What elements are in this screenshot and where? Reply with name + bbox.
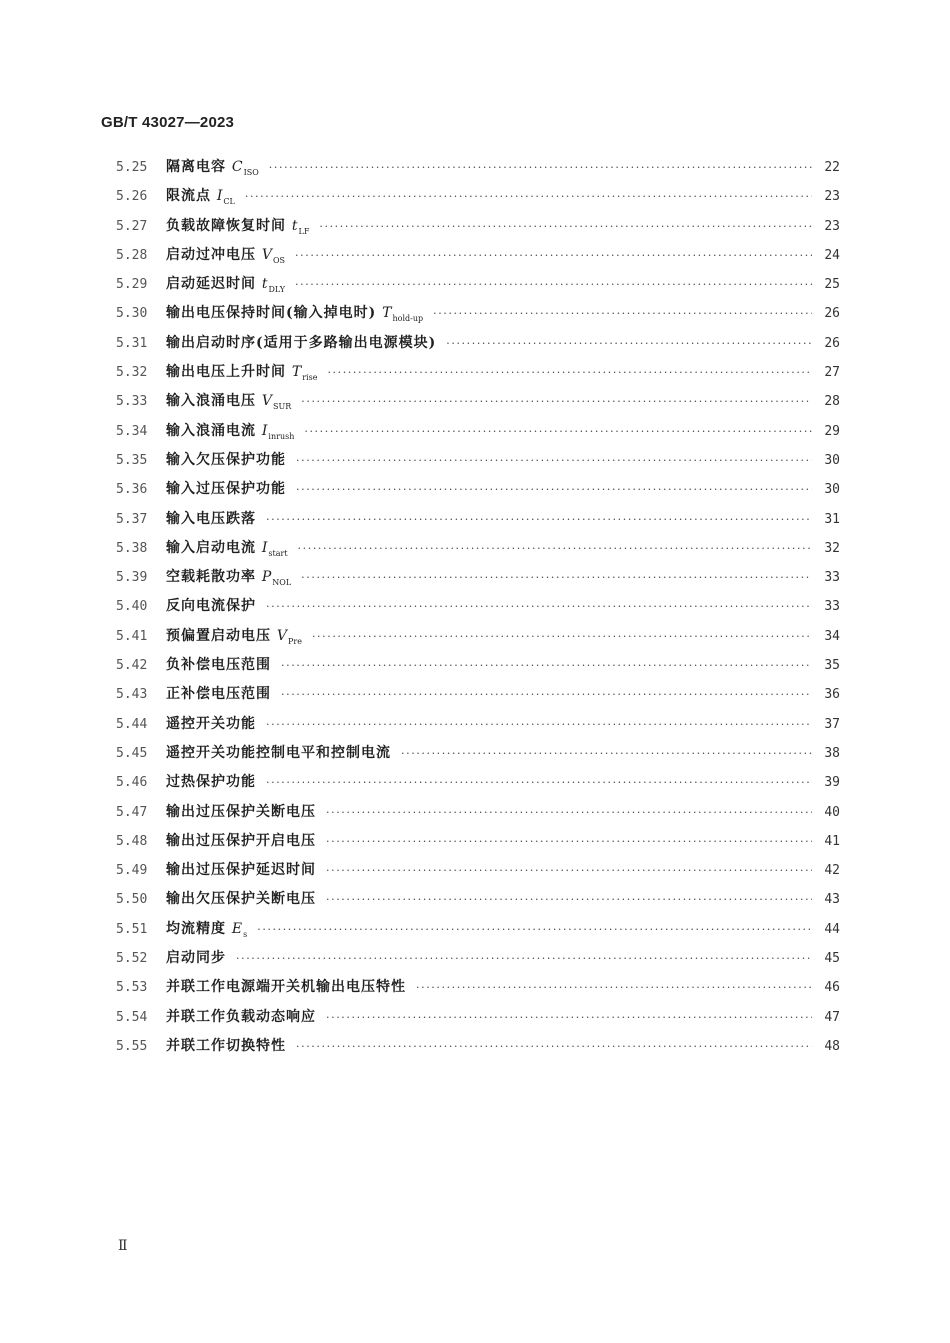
toc-entry[interactable] [116,592,840,621]
toc-dot-leader [281,651,812,680]
toc-entry-page: 47 [824,1009,840,1025]
toc-entry-number: 5.44 [116,716,148,732]
toc-entry-title [166,651,271,680]
toc-dot-leader [245,182,812,211]
toc-entry-number: 5.38 [116,540,148,556]
toc-dot-leader [266,710,812,739]
toc-entry-symbol-subscript: hold-up [392,314,424,324]
toc-dot-leader [295,241,812,270]
toc-entry-symbol: t [261,276,269,293]
toc-entry-title-text: 输出启动时序(适用于多路输出电源模块) [166,334,437,351]
toc-entry-symbol: P [261,569,273,586]
toc-entry-title-text: 预偏置启动电压 [166,627,271,644]
toc-dot-leader [326,856,812,885]
toc-entry-symbol-subscript: SUR [273,402,292,412]
toc-entry-number: 5.34 [116,423,148,439]
toc-entry-symbol: t [291,217,299,234]
toc-entry-number: 5.35 [116,452,148,468]
toc-entry-title-text: 遥控开关功能控制电平和控制电流 [166,744,391,761]
toc-entry-title-text: 负补偿电压范围 [166,657,271,674]
toc-entry-page: 26 [824,306,840,322]
toc-dot-leader [281,680,812,709]
toc-entry[interactable] [116,329,840,358]
toc-entry[interactable] [116,475,840,504]
toc-entry[interactable] [116,153,840,182]
toc-dot-leader [296,446,812,475]
toc-entry-title [166,710,256,739]
page-number: Ⅱ [118,1239,128,1254]
toc-entry-page: 29 [824,423,840,439]
toc-dot-leader [296,475,812,504]
toc-entry-title-text: 输出欠压保护关断电压 [166,891,316,908]
toc-dot-leader [301,563,812,592]
toc-entry-title-text: 遥控开关功能 [166,715,256,732]
toc-entry-page: 22 [824,160,840,175]
toc-entry-title-text: 启动延迟时间 [166,276,256,293]
toc-entry-page: 34 [824,628,840,644]
toc-dot-leader [266,768,812,797]
toc-entry[interactable] [116,387,840,416]
toc-entry-number: 5.47 [116,804,148,820]
toc-dot-leader [326,798,812,827]
toc-entry-page: 33 [824,599,840,615]
toc-dot-leader [266,505,812,534]
toc-entry[interactable] [116,563,840,592]
toc-entry-symbol-subscript: Pre [288,636,302,646]
toc-entry-number: 5.50 [116,892,148,908]
toc-entry-number: 5.46 [116,775,148,791]
toc-dot-leader [269,153,812,182]
toc-entry[interactable] [116,944,840,973]
toc-entry-title-text: 输入过压保护功能 [166,481,286,498]
toc-entry-page: 42 [824,863,840,879]
toc-entry[interactable] [116,768,840,797]
toc-entry-title [166,329,436,358]
toc-entry-title [166,1003,316,1032]
toc-entry-title-text: 均流精度 [166,920,226,937]
toc-entry-number: 5.55 [116,1038,148,1054]
toc-entry-title-text: 过热保护功能 [166,774,256,791]
toc-entry-title-text: 输入浪涌电流 [166,422,256,439]
toc-entry-number: 5.32 [116,365,148,381]
toc-entry-page: 25 [824,277,840,293]
toc-entry[interactable] [116,212,840,241]
toc-entry-title [166,1032,286,1061]
toc-entry-page: 26 [824,335,840,351]
toc-entry-page: 36 [824,687,840,703]
toc-entry-title-text: 启动同步 [166,950,226,967]
toc-dot-leader [433,299,812,328]
toc-entry-symbol: T [291,364,303,381]
toc-entry-symbol-subscript: DLY [268,284,286,294]
toc-entry[interactable] [116,973,840,1002]
toc-entry-page: 39 [824,775,840,791]
toc-entry-number: 5.42 [116,658,148,674]
toc-entry-page: 45 [824,951,840,967]
toc-entry-symbol-subscript: ISO [243,167,259,177]
toc-entry[interactable] [116,1032,840,1061]
toc-entry[interactable] [116,739,840,768]
toc-entry-title-text: 负载故障恢复时间 [166,217,286,234]
toc-entry-title [166,680,271,709]
toc-entry-number: 5.27 [116,218,148,234]
toc-entry-number: 5.52 [116,951,148,967]
toc-entry-number: 5.29 [116,277,148,293]
toc-entry-title [166,592,256,621]
toc-entry-title [166,739,391,768]
toc-entry-title-text: 输入欠压保护功能 [166,451,286,468]
toc-dot-leader [296,1032,812,1061]
toc-entry-symbol: V [276,627,288,644]
toc-entry-title-text: 输出过压保护开启电压 [166,832,316,849]
toc-dot-leader [301,387,812,416]
toc-entry-number: 5.49 [116,863,148,879]
toc-entry[interactable] [116,417,840,446]
toc-entry-title-text: 隔离电容 [166,159,226,175]
toc-entry-page: 38 [824,745,840,761]
toc-entry-page: 23 [824,189,840,205]
toc-entry-number: 5.48 [116,833,148,849]
toc-entry-title-text: 并联工作电源端开关机输出电压特性 [166,979,406,996]
toc-entry-number: 5.41 [116,628,148,644]
toc-entry-title [166,798,316,827]
toc-entry-title [166,446,286,475]
toc-dot-leader [304,417,812,446]
toc-entry-title [166,973,406,1002]
toc-entry-title [166,885,316,914]
toc-entry-title-text: 空载耗散功率 [166,569,256,586]
toc-entry-title-text: 输入启动电流 [166,539,256,556]
toc-entry-symbol-subscript: NOL [272,577,292,587]
toc-entry[interactable] [116,622,840,651]
toc-dot-leader [326,1003,812,1032]
toc-entry-title-text: 输入电压跌落 [166,510,256,527]
toc-entry-number: 5.43 [116,687,148,703]
toc-entry[interactable] [116,710,840,739]
toc-entry-page: 44 [824,921,840,937]
toc-dot-leader [327,358,812,387]
toc-entry-page: 24 [824,247,840,263]
toc-dot-leader [319,212,812,241]
toc-entry-symbol: V [261,393,273,410]
toc-entry-symbol: I [261,422,269,439]
toc-entry-title [166,944,226,973]
toc-dot-leader [236,944,812,973]
toc-entry[interactable] [116,827,840,856]
toc-dot-leader [298,534,812,563]
toc-entry-title-text: 输入浪涌电压 [166,393,256,410]
toc-entry[interactable] [116,798,840,827]
toc-entry-title-text: 并联工作负载动态响应 [166,1008,316,1025]
toc-entry-symbol: C [231,159,244,175]
toc-dot-leader [401,739,812,768]
toc-entry-symbol-subscript: start [268,548,288,558]
toc-entry-title-text: 输出过压保护关断电压 [166,803,316,820]
toc-entry-title-text: 反向电流保护 [166,598,256,615]
toc-entry-page: 41 [824,833,840,849]
toc-entry-title [166,827,316,856]
toc-entry-title-text: 限流点 [166,188,211,205]
toc-entry[interactable] [116,1003,840,1032]
toc-entry[interactable] [116,680,840,709]
toc-entry-number: 5.53 [116,980,148,996]
toc-entry-page: 28 [824,394,840,410]
toc-entry[interactable] [116,915,840,944]
toc-entry-number: 5.25 [116,160,148,175]
toc-entry-symbol: I [216,188,224,205]
toc-dot-leader [266,592,812,621]
toc-entry-symbol: I [261,539,269,556]
toc-entry-page: 27 [824,365,840,381]
toc-entry-page: 35 [824,658,840,674]
toc-entry[interactable] [116,856,840,885]
toc-entry-title [166,856,316,885]
toc-entry-page: 48 [824,1038,840,1054]
toc-entry[interactable] [116,505,840,534]
toc-entry-number: 5.37 [116,511,148,527]
toc-entry-symbol-subscript: s [243,929,248,939]
table-of-contents [116,153,840,1061]
toc-entry[interactable] [116,534,840,563]
toc-entry[interactable] [116,358,840,387]
toc-entry-number: 5.28 [116,247,148,263]
toc-entry-title-text: 正补偿电压范围 [166,686,271,703]
toc-dot-leader [312,622,812,651]
toc-entry-number: 5.51 [116,921,148,937]
toc-entry-number: 5.30 [116,306,148,322]
toc-entry-symbol: E [231,920,244,937]
toc-entry-title-text: 输出电压保持时间(输入掉电时) [166,305,377,322]
toc-entry[interactable] [116,241,840,270]
toc-entry[interactable] [116,651,840,680]
toc-entry-number: 5.39 [116,570,148,586]
toc-entry-symbol: V [261,246,273,263]
toc-entry-page: 30 [824,482,840,498]
toc-entry-number: 5.40 [116,599,148,615]
toc-entry-number: 5.54 [116,1009,148,1025]
toc-entry-number: 5.26 [116,189,148,205]
toc-entry-page: 33 [824,570,840,586]
toc-entry-number: 5.45 [116,745,148,761]
toc-entry-title-text: 并联工作切换特性 [166,1037,286,1054]
toc-entry-page: 32 [824,540,840,556]
toc-entry-page: 40 [824,804,840,820]
toc-entry-number: 5.33 [116,394,148,410]
toc-entry-title-text: 启动过冲电压 [166,246,256,263]
toc-entry-page: 46 [824,980,840,996]
toc-entry-number: 5.36 [116,482,148,498]
toc-entry-page: 23 [824,218,840,234]
toc-entry[interactable] [116,182,840,211]
toc-entry-title-text: 输出电压上升时间 [166,364,286,381]
toc-dot-leader [257,915,812,944]
toc-entry-page: 31 [824,511,840,527]
toc-dot-leader [326,885,812,914]
toc-entry-title [166,768,256,797]
toc-entry[interactable] [116,299,840,328]
toc-entry-title [166,475,286,504]
toc-dot-leader [295,270,812,299]
toc-entry-page: 43 [824,892,840,908]
toc-entry-title-text: 输出过压保护延迟时间 [166,862,316,879]
toc-entry-page: 37 [824,716,840,732]
toc-entry[interactable] [116,885,840,914]
toc-dot-leader [326,827,812,856]
document-code: GB/T 43027—2023 [101,114,235,131]
toc-entry-symbol-subscript: rise [302,372,318,382]
toc-entry-symbol-subscript: CL [223,197,235,207]
toc-dot-leader [416,973,812,1002]
toc-entry[interactable] [116,270,840,299]
toc-entry-symbol-subscript: inrush [268,431,295,441]
toc-entry[interactable] [116,446,840,475]
toc-entry-page: 30 [824,452,840,468]
toc-entry-symbol: T [382,305,393,322]
toc-dot-leader [446,329,812,358]
toc-entry-number: 5.31 [116,335,148,351]
toc-entry-symbol-subscript: LF [298,226,310,236]
toc-entry-symbol-subscript: OS [273,255,286,265]
toc-entry-title [166,505,256,534]
